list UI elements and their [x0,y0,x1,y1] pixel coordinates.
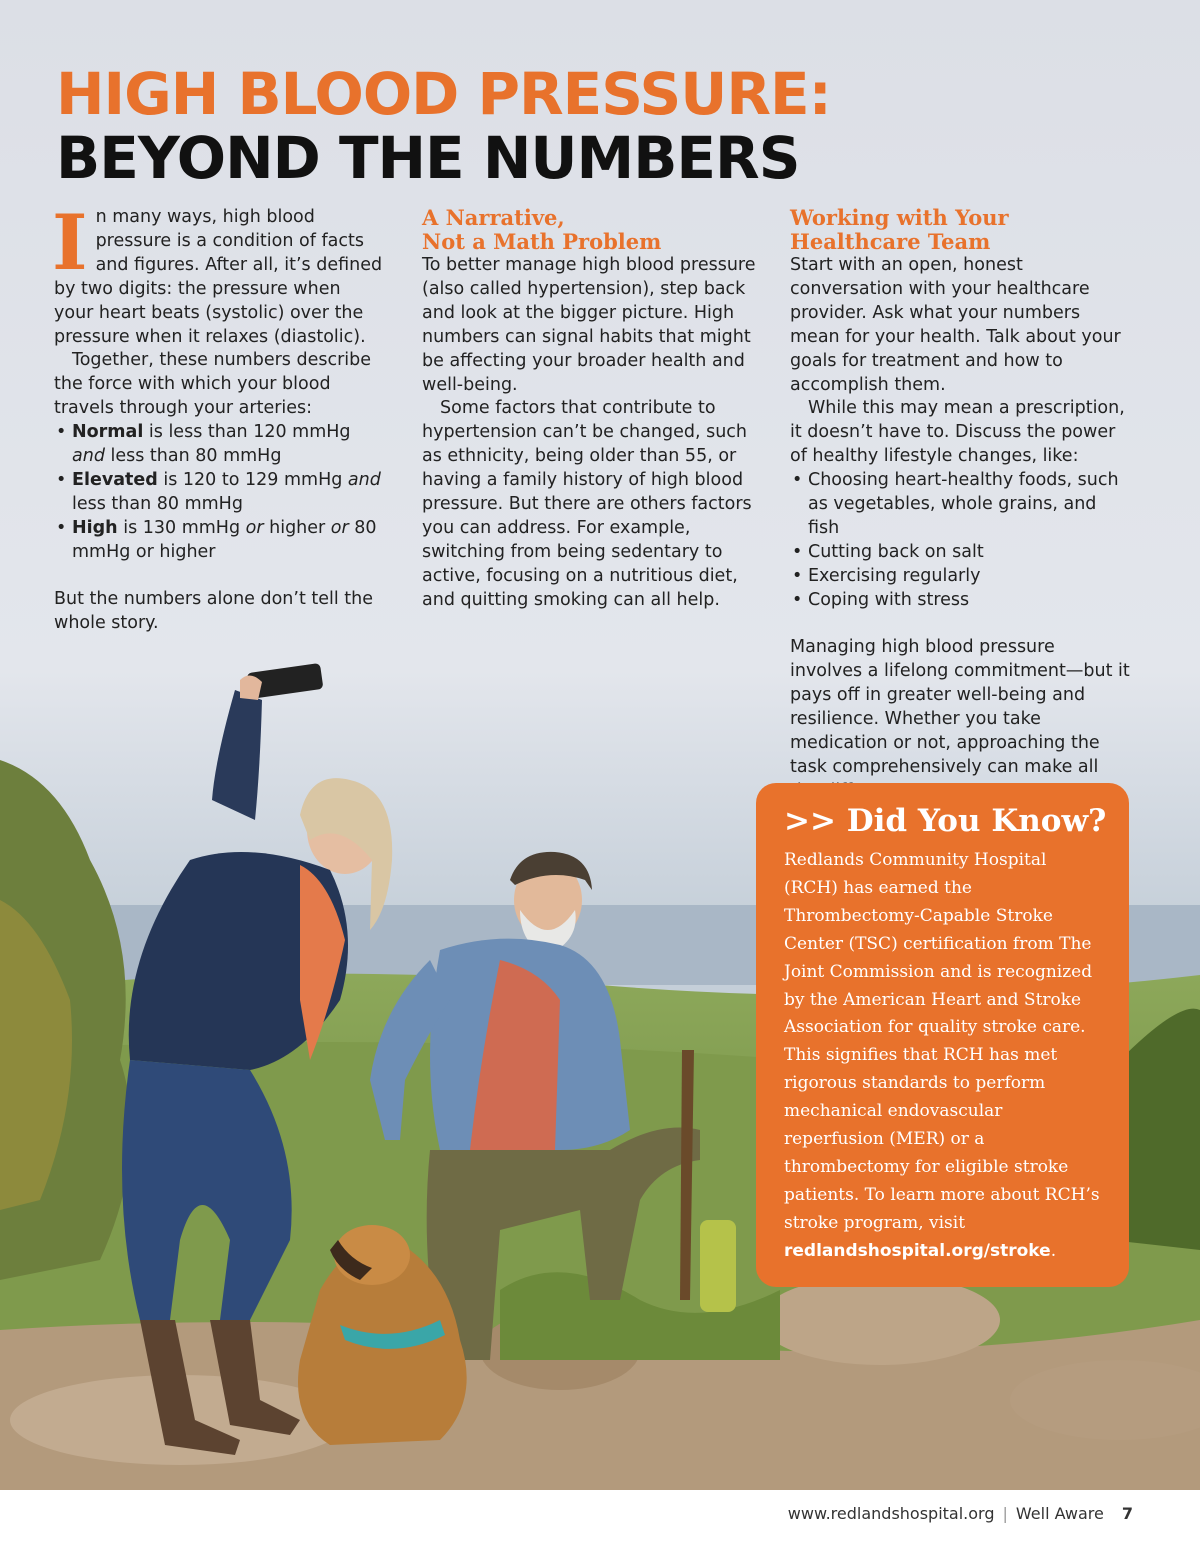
section-heading-healthcare-team: Working with Your Healthcare Team [790,205,1009,254]
list-item: • High is 130 mmHg or higher or 80 mmHg or higher [54,517,384,565]
list-item: • Choosing heart-healthy foods, such as vegetables, whole grains, and fish [790,469,1130,541]
column-healthcare-team [790,206,1130,804]
column-narrative [422,206,767,613]
narrative-paragraph-2: Some factors that contribute to hypertension can’t be changed, such as ethnicity, being older than 55, or having a family history of high blood pressure. But there are others factors you can address. For example, switching from being sedentary to active, focusing on a nutritious diet, and quitting smoking can all help. [422,398,752,610]
page-number: 7 [1121,1504,1133,1523]
lifestyle-changes-list [790,469,1130,612]
list-item: • Normal is less than 120 mmHg and less than 80 mmHg [54,421,384,469]
team-closing: Managing high blood pressure involves a lifelong commitment—but it pays off in greater well-being and resilience. Whether you take medication or not, approaching the task comprehensively can make all [790,637,1130,778]
stroke-program-link[interactable]: redlandshospital.org/stroke [784,1240,1051,1261]
did-you-know-box [756,783,1129,1287]
did-you-know-heading: >> Did You Know? [784,803,1107,839]
bp-ranges-list [54,421,384,564]
drop-cap: I [52,198,88,287]
did-you-know-body: Redlands Community Hospital (RCH) has earned the Thrombectomy-Capable Stroke Center (TSC) certification from The Joint Commission and is recognized by the American Heart and Stroke Association for quality stroke care. This signifies that RCH has met rigorous standards to perform mechanical endovascular reperfusion (MER) or a thrombectomy for eligible stroke patients. To learn more about RCH’s stroke program, visit redlandshospital.org/stroke. [784,850,1100,1261]
intro-closing: But the numbers alone don’t tell the whole story. [54,589,374,634]
headline-line-1: HIGH BLOOD PRESSURE: [56,60,831,128]
column-intro [52,198,384,636]
narrative-paragraph-1: To better manage high blood pressure (also called hypertension), step back and look at the bigger picture. High numbers can signal habits that might be affecting your broader health and well-being. [422,255,756,395]
footer-url[interactable]: www.redlandshospital.org [787,1504,995,1523]
publication-name: Well Aware [1015,1504,1104,1523]
section-heading-narrative: A Narrative, Not a Math Problem [422,205,662,254]
team-paragraph-1: Start with an open, honest conversation with your healthcare provider. Ask what your numbers mean for your health. Talk about your goals for treatment and how to accomplish them. [790,255,1121,395]
list-item: • Coping with stress [790,589,1130,613]
list-item: • Exercising regularly [790,565,1130,589]
team-paragraph-2: While this may mean a prescription, it doesn’t have to. Discuss the power of healthy lifestyle changes, like: [790,398,1125,467]
list-item: • Elevated is 120 to 129 mmHg and less than 80 mmHg [54,469,384,517]
intro-paragraph-2: Together, these numbers describe the force with which your blood travels through your arteries: [54,350,372,419]
list-item: • Cutting back on salt [790,541,1130,565]
intro-paragraph: In many ways, high blood pressure is a condition of facts and figures. After all, it’s defined by two digits: the pressure when your heart beats (systolic) over the pressure when it relaxes (diastolic). [52,198,383,347]
footer-separator: | [1002,1504,1008,1523]
page-footer [0,1502,1133,1526]
water-bottle [700,1220,736,1312]
headline-line-2: BEYOND THE NUMBERS [56,124,800,192]
